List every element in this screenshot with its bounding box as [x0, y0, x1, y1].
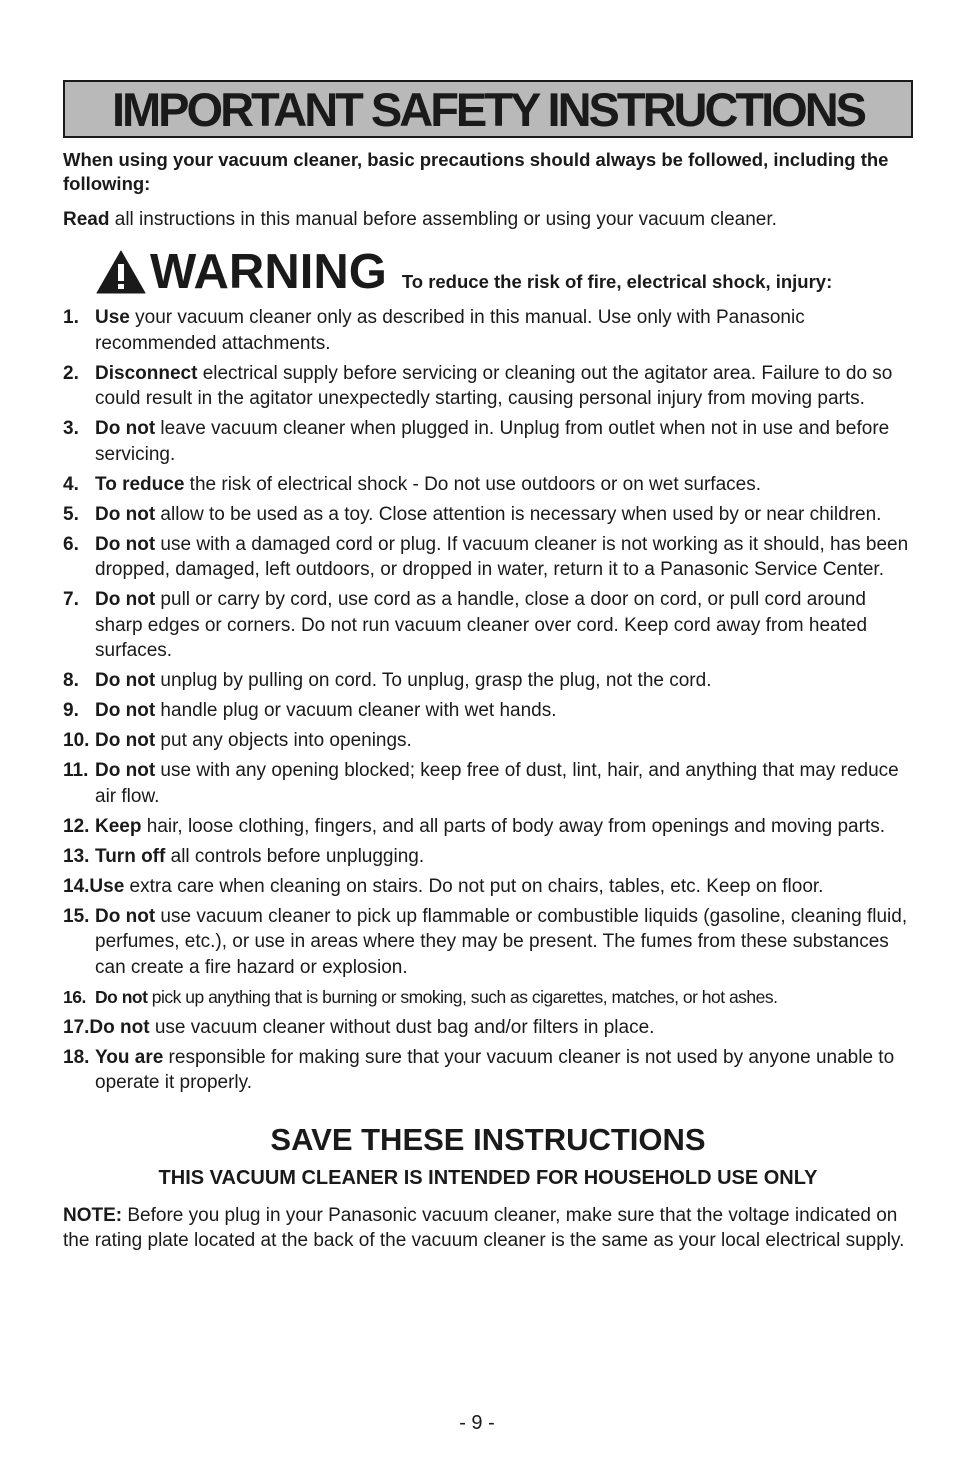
- item-number: 13.: [63, 845, 90, 867]
- list-item: [63, 668, 913, 694]
- item-number: 3.: [63, 418, 79, 439]
- item-text: responsible for making sure that your vacuum cleaner is not used by anyone unable to operate it properly.: [95, 1046, 895, 1093]
- item-number: 2.: [63, 362, 79, 384]
- item-lead: Keep: [95, 815, 142, 837]
- list-item: [63, 305, 913, 356]
- item-lead: Do not: [95, 533, 156, 555]
- item-number: 7.: [63, 589, 79, 610]
- list-item: [63, 698, 913, 724]
- item-text: handle plug or vacuum cleaner with wet hands.: [155, 700, 557, 721]
- item-text: use with a damaged cord or plug. If vacuum cleaner is not working as it should, has been dropped, damaged, left outdoors, or dropped in water, return it to a Panasonic Service Center.: [95, 533, 909, 580]
- item-lead: Do not: [89, 1016, 150, 1038]
- item-lead: Disconnect: [95, 362, 198, 384]
- note-text: Before you plug in your Panasonic vacuum cleaner, make sure that the voltage indicated on the rating plate located at the back of the vacuum cleaner is the same as your local electrical supply.: [63, 1204, 905, 1251]
- item-text: put any objects into openings.: [155, 730, 412, 751]
- list-item: [63, 1045, 913, 1096]
- item-number: 6.: [63, 533, 79, 555]
- item-number: 18.: [63, 1046, 90, 1068]
- item-lead: Do not: [95, 986, 148, 1007]
- warning-triangle-icon: [96, 250, 146, 294]
- item-lead: To reduce: [95, 473, 185, 495]
- item-lead: Do not: [95, 503, 156, 525]
- item-number: 11.: [63, 760, 89, 781]
- item-text: electrical supply before servicing or cleaning out the agitator area. Failure to do so could result in the agitator unexpectedly starting, causing personal injury from moving parts.: [95, 362, 893, 409]
- list-item: [63, 874, 913, 900]
- item-text: hair, loose clothing, fingers, and all parts of body away from openings and moving parts.: [141, 815, 886, 837]
- list-item: [63, 502, 913, 528]
- item-lead: Do not: [95, 730, 156, 751]
- item-text: allow to be used as a toy. Close attention is necessary when used by or near children.: [155, 503, 882, 525]
- item-number: 17.: [63, 1016, 90, 1038]
- item-text: unplug by pulling on cord. To unplug, grasp the plug, not the cord.: [155, 670, 712, 691]
- page-content: [63, 80, 913, 1254]
- item-lead: Do not: [95, 670, 156, 691]
- item-number: 8.: [63, 670, 79, 691]
- item-text: use vacuum cleaner to pick up flammable or combustible liquids (gasoline, cleaning fluid, perfumes, etc.), or use in areas where they may be present. The fumes from these substances can create a fire hazard or explosion.: [95, 905, 908, 978]
- read-text: all instructions in this manual before assembling or using your vacuum cleaner.: [109, 209, 777, 230]
- safety-list: [63, 305, 913, 1096]
- item-text: the risk of electrical shock - Do not use outdoors or on wet surfaces.: [184, 473, 761, 495]
- item-lead: Use: [89, 875, 125, 897]
- list-item: [63, 904, 913, 981]
- intro-text: When using your vacuum cleaner, basic precautions should always be followed, including the following:: [63, 149, 889, 194]
- item-lead: Do not: [95, 418, 156, 439]
- read-lead: Read: [63, 209, 110, 230]
- household-notice: THIS VACUUM CLEANER IS INTENDED FOR HOUSEHOLD USE ONLY: [158, 1166, 818, 1189]
- item-number: 10.: [63, 730, 90, 751]
- item-text: pull or carry by cord, use cord as a handle, close a door on cord, or pull cord around sharp edges or corners. Do not run vacuum cleaner over cord. Keep cord away from heated surfaces.: [95, 589, 868, 661]
- item-text: pick up anything that is burning or smoking, such as cigarettes, matches, or hot ashes.: [147, 986, 778, 1007]
- item-number: 4.: [63, 473, 79, 495]
- list-item: [63, 1015, 913, 1041]
- item-lead: Do not: [95, 905, 156, 927]
- warning-subtitle: To reduce the risk of fire, electrical shock, injury:: [401, 271, 833, 292]
- item-number: 15.: [63, 905, 90, 927]
- item-number: 5.: [63, 503, 79, 525]
- item-text: leave vacuum cleaner when plugged in. Unplug from outlet when not in use and before servicing.: [95, 418, 890, 465]
- read-instruction: [63, 208, 913, 232]
- list-item: [63, 416, 913, 467]
- item-number: 14.: [63, 875, 90, 897]
- list-item: [63, 985, 913, 1011]
- page-title: IMPORTANT SAFETY INSTRUCTIONS: [111, 82, 865, 136]
- item-lead: Do not: [95, 700, 156, 721]
- list-item: [63, 532, 913, 583]
- save-heading: SAVE THESE INSTRUCTIONS: [270, 1121, 706, 1157]
- item-number: 12.: [63, 815, 90, 837]
- list-item: [63, 814, 913, 840]
- item-lead: Do not: [95, 760, 156, 781]
- item-text: extra care when cleaning on stairs. Do not put on chairs, tables, etc. Keep on floor.: [124, 875, 824, 897]
- title-banner: [63, 80, 913, 138]
- warning-word: WARNING: [150, 245, 387, 299]
- note-paragraph: [63, 1203, 913, 1254]
- item-lead: Turn off: [95, 845, 166, 867]
- item-number: 9.: [63, 700, 79, 721]
- item-number: 16.: [63, 986, 86, 1007]
- list-item: [63, 587, 913, 664]
- page-number: - 9 -: [459, 1412, 495, 1434]
- item-lead: You are: [95, 1046, 164, 1068]
- warning-header: [96, 247, 913, 297]
- item-text: your vacuum cleaner only as described in this manual. Use only with Panasonic recommended attachments.: [95, 307, 805, 354]
- note-lead: NOTE:: [63, 1204, 123, 1226]
- list-item: [63, 758, 913, 809]
- item-lead: Use: [95, 307, 130, 328]
- item-lead: Do not: [95, 589, 156, 610]
- list-item: [63, 844, 913, 870]
- item-number: 1.: [63, 307, 79, 328]
- item-text: use vacuum cleaner without dust bag and/or filters in place.: [149, 1016, 655, 1038]
- list-item: [63, 728, 913, 754]
- list-item: [63, 472, 913, 498]
- list-item: [63, 361, 913, 412]
- item-text: all controls before unplugging.: [165, 845, 425, 867]
- item-text: use with any opening blocked; keep free of dust, lint, hair, and anything that may reduce air flow.: [95, 760, 899, 807]
